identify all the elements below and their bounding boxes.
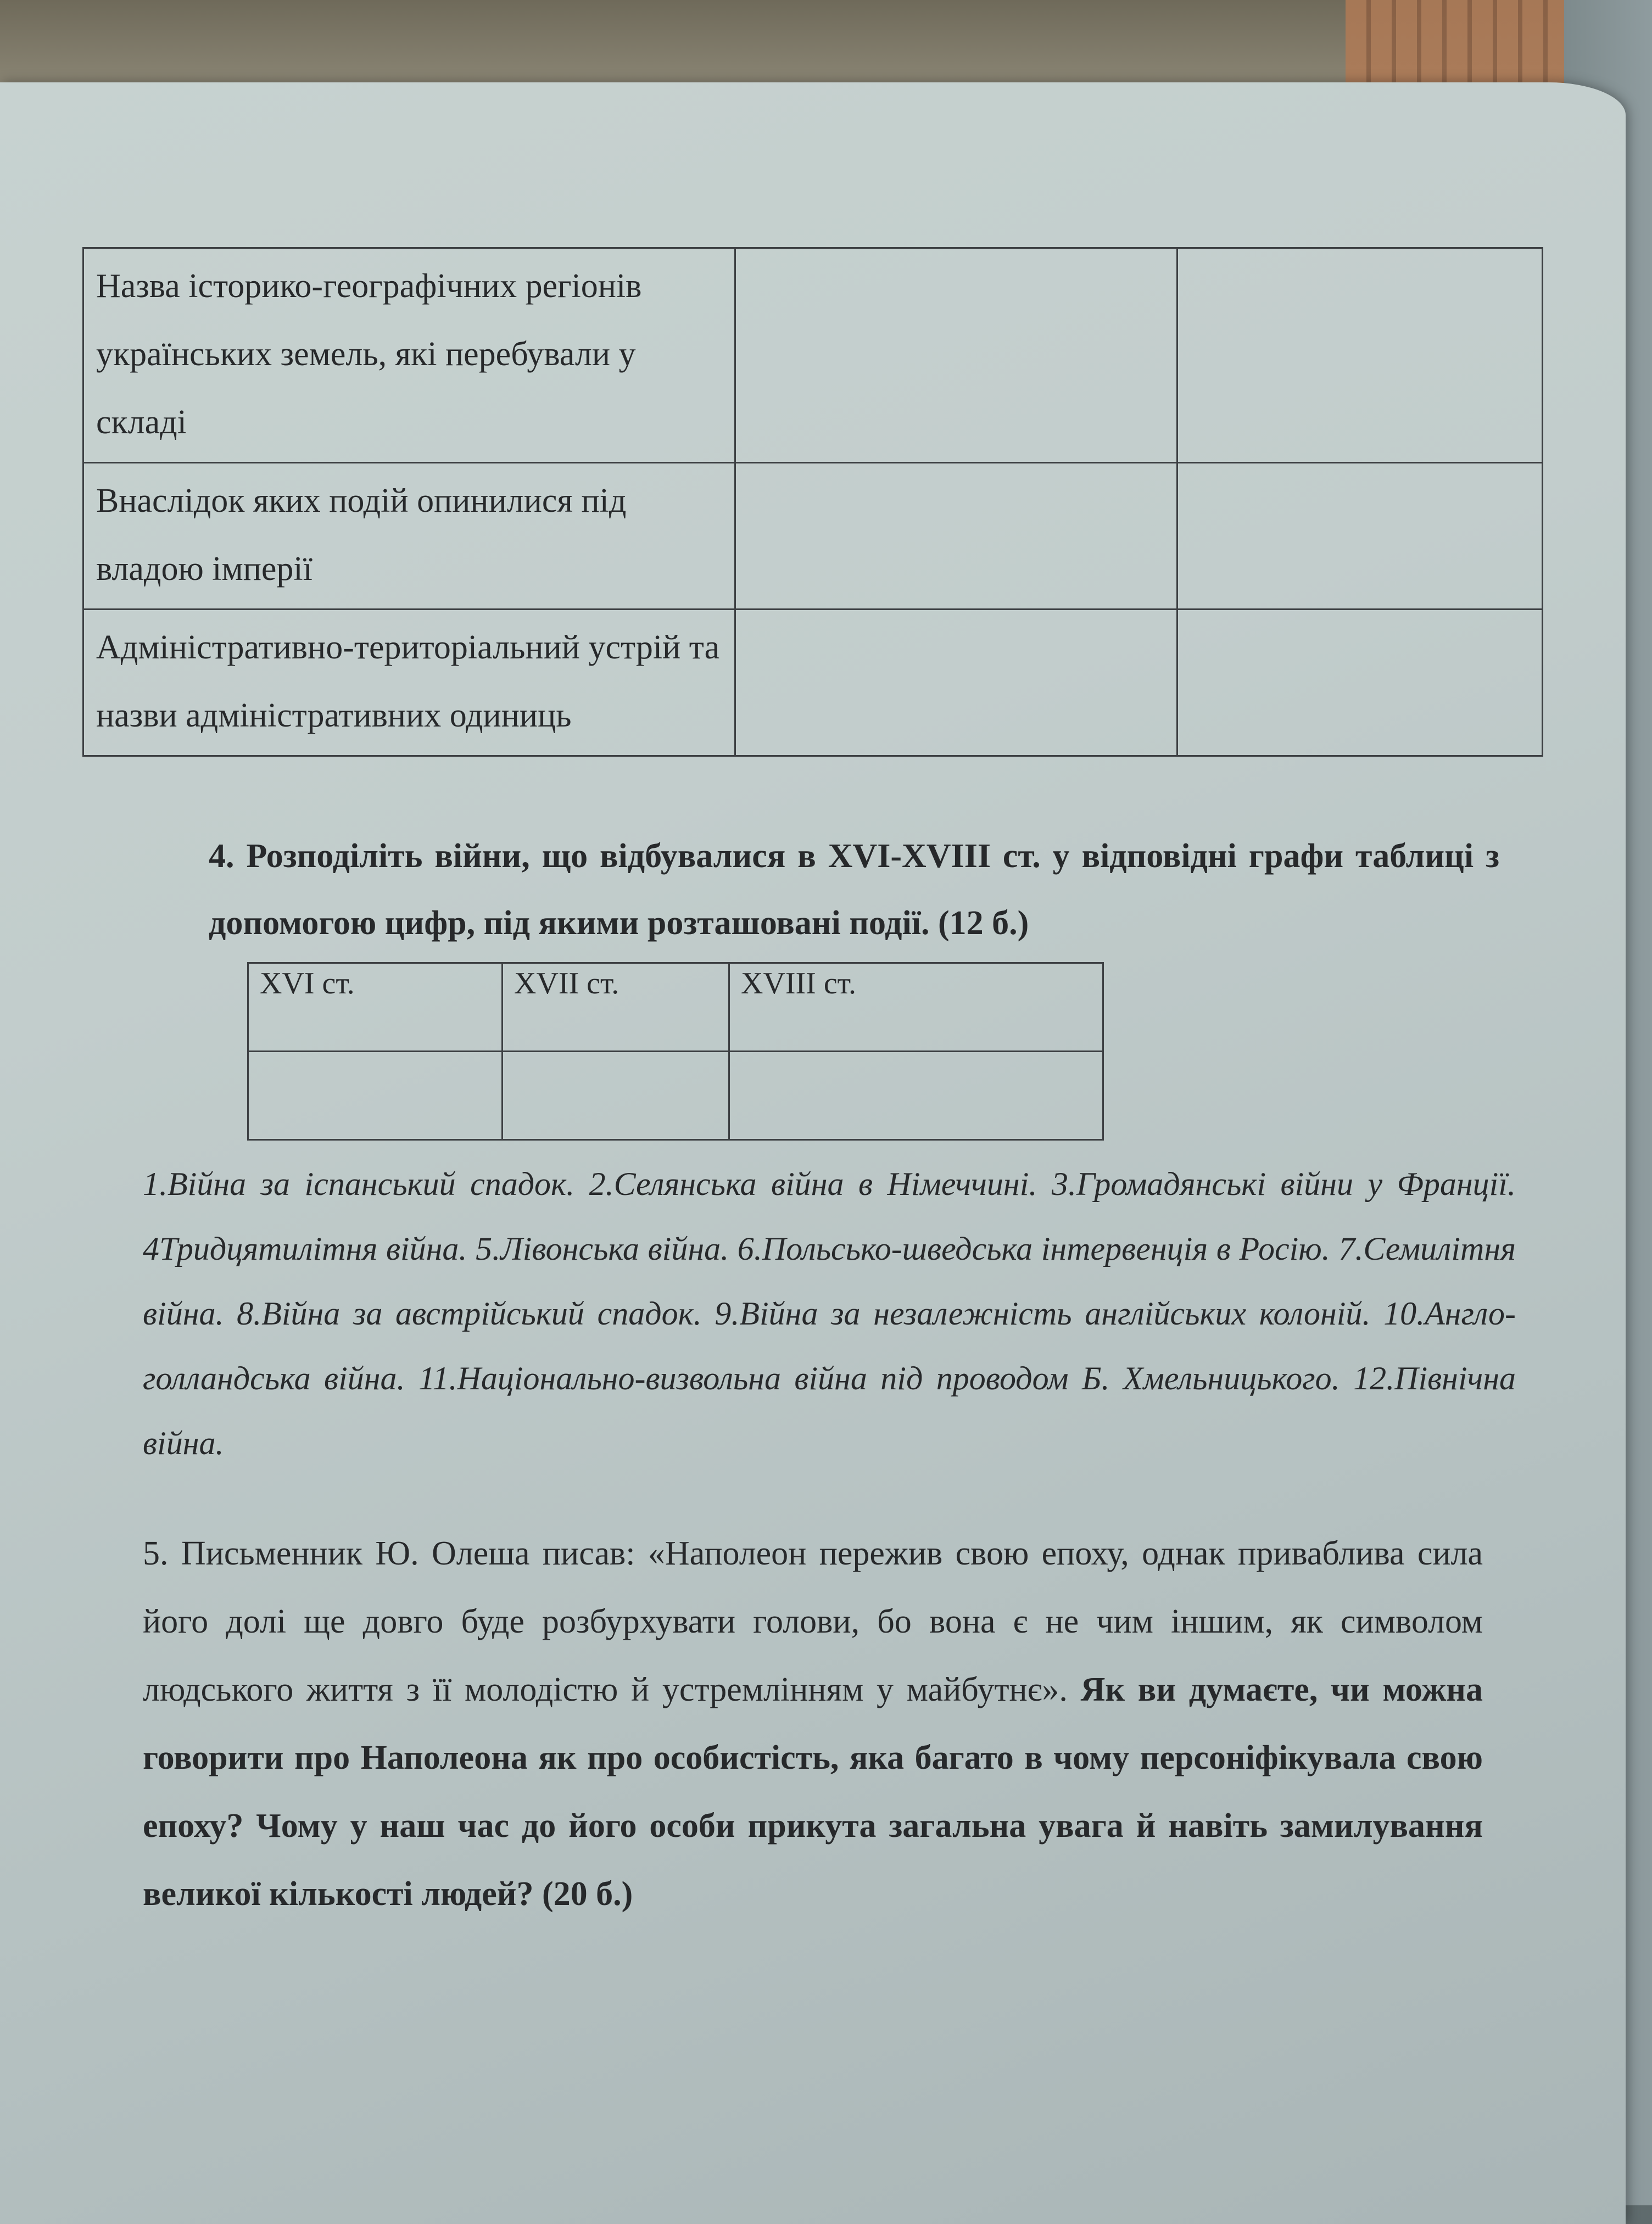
row-label: Внаслідок яких подій опинилися під владою імперії bbox=[83, 463, 735, 610]
row-label: Адміністративно-територіальний устрій та назви адміністративних одиниць bbox=[83, 610, 735, 756]
header-xvii: XVII ст. bbox=[503, 963, 729, 1052]
table-header-row bbox=[248, 963, 1103, 1052]
answer-cell[interactable] bbox=[1177, 248, 1543, 463]
header-xviii: XVIII ст. bbox=[729, 963, 1103, 1052]
regions-table bbox=[82, 247, 1543, 757]
question-5 bbox=[143, 1519, 1483, 1928]
answer-cell[interactable] bbox=[735, 248, 1177, 463]
row-label: Назва історико-географічних регіонів українських земель, які перебували у складі bbox=[83, 248, 735, 463]
answer-cell-xvi[interactable] bbox=[248, 1052, 503, 1140]
table-row bbox=[248, 1052, 1103, 1140]
wars-list: 1.Війна за іспанський спадок. 2.Селянська війна в Німеччині. 3.Громадянські війни у Франції. 4Тридцятилітня війна. 5.Лівонська війна. 6.Польсько-шведська інтервенція в Росію. 7.Семилітня війна. 8.Війна за австрійський спадок. 9.Війна за незалежність англійських колоній. 10.Англо-голландська війна. 11.Національно-визвольна війна під проводом Б. Хмельницького. 12.Північна війна. bbox=[143, 1166, 1516, 1461]
question-4: 4. Розподіліть війни, що відбувалися в XVI-XVIII ст. у відповідні графи таблиці з допомогою цифр, під якими розташовані події. (12 б.) bbox=[209, 837, 1499, 942]
answer-cell[interactable] bbox=[1177, 610, 1543, 756]
answer-cell[interactable] bbox=[735, 463, 1177, 610]
answer-cell[interactable] bbox=[735, 610, 1177, 756]
sheet-content bbox=[82, 247, 1554, 1928]
centuries-table bbox=[247, 962, 1104, 1141]
paper-sheet bbox=[0, 82, 1626, 2224]
question-5-prompt: Як ви думаєте, чи можна говорити про Наполеона як про особистість, яка багато в чому персоніфікувала свою епоху? Чому у наш час до його особи прикута загальна увага й навіть замилування великої кількості людей? (20 б.) bbox=[143, 1671, 1483, 1913]
answer-cell-xvii[interactable] bbox=[503, 1052, 729, 1140]
answer-cell-xviii[interactable] bbox=[729, 1052, 1103, 1140]
table-row bbox=[83, 248, 1543, 463]
table-row bbox=[83, 463, 1543, 610]
table-row bbox=[83, 610, 1543, 756]
answer-cell[interactable] bbox=[1177, 463, 1543, 610]
header-xvi: XVI ст. bbox=[248, 963, 503, 1052]
question-5-quote: 5. Письменник Ю. Олеша писав: «Наполеон пережив свою епоху, однак приваблива сила його долі ще довго буде розбурхувати голови, бо вона є не чим іншим, як символом людського життя з її молодістю й устремлінням у майбутнє». bbox=[143, 1535, 1483, 1708]
